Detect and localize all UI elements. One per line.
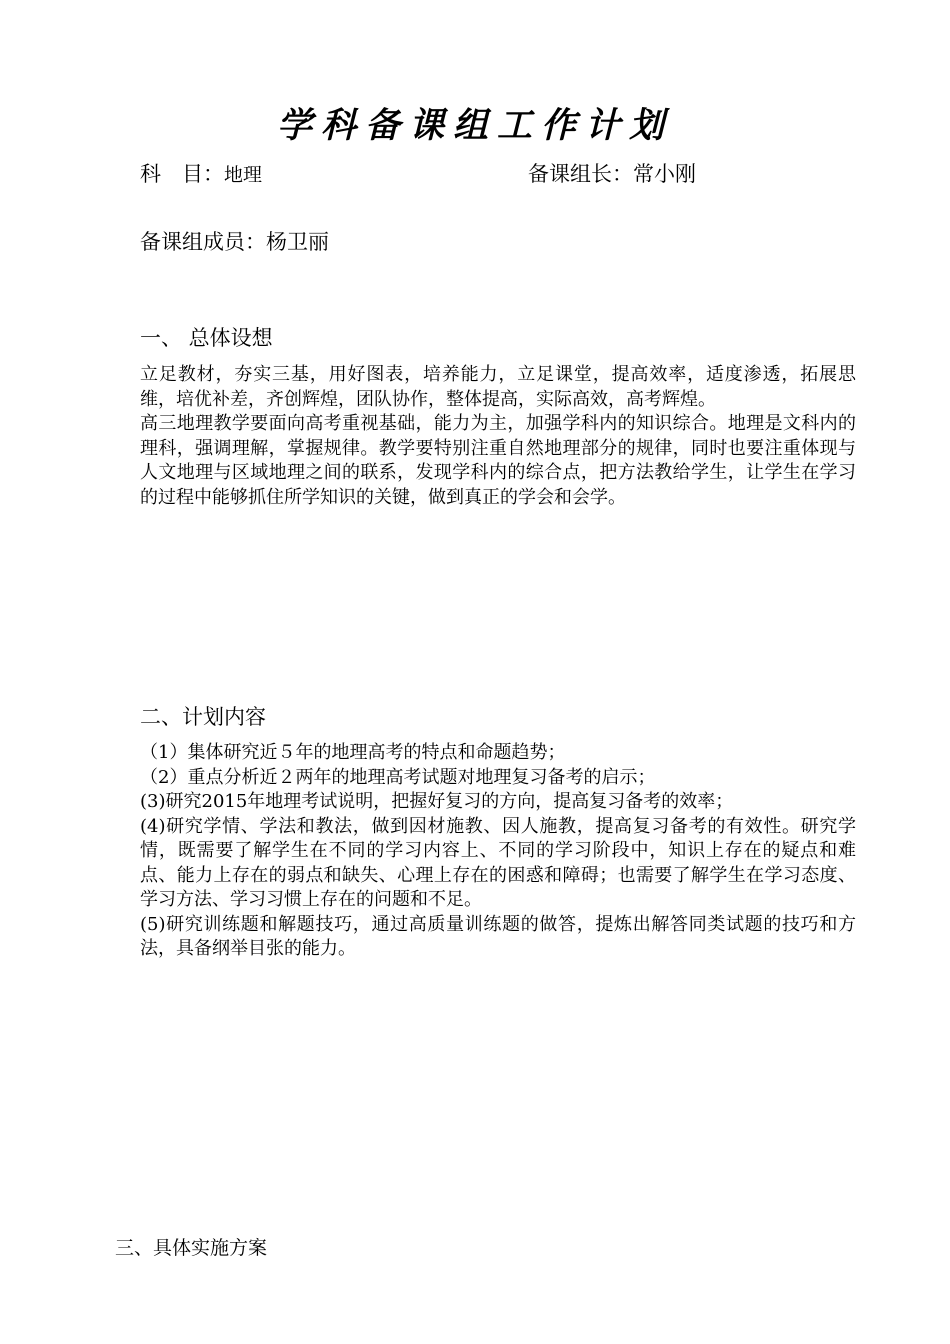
plan-item: (5)研究训练题和解题技巧，通过高质量训练题的做答，提炼出解答同类试题的技巧和方法，具备纲举目张的能力。: [140, 913, 856, 959]
section2-body: [140, 741, 856, 962]
leader-label: 备课组长：: [528, 162, 633, 186]
section1-body: [140, 363, 856, 510]
leader-line: [528, 160, 696, 188]
members-label: 备课组成员：: [140, 230, 266, 254]
section1-paragraph: 高三地理教学要面向高考重视基础，能力为主，加强学科内的知识综合。地理是文科内的理科，强调理解，掌握规律。教学要特别注重自然地理部分的规律，同时也要注重体现与人文地理与区域地理之间的联系，发现学科内的综合点，把方法教给学生，让学生在学习的过程中能够抓住所学知识的关键，做到真正的学会和会学。: [140, 413, 856, 508]
page-title: 学科备课组工作计划: [276, 105, 673, 146]
section1-heading: 一、 总体设想: [140, 326, 273, 350]
plan-item: （1）集体研究近５年的地理高考的特点和命题趋势；: [140, 742, 566, 763]
subject-label: 科 目：: [140, 162, 224, 186]
plan-item: （2）重点分析近２两年的地理高考试题对地理复习备考的启示；: [140, 766, 656, 788]
leader-value: 常小刚: [633, 162, 696, 186]
section2-heading: 二、计划内容: [140, 705, 266, 729]
section1-paragraph: 立足教材，夯实三基，用好图表，培养能力，立足课堂，提高效率，适度渗透，拓展思维，培优补差，齐创辉煌，团队协作，整体提高，实际高效，高考辉煌。: [140, 364, 856, 410]
subject-value: 地理: [224, 164, 263, 186]
plan-item: (4)研究学情、学法和教法，做到因材施教、因人施教，提高复习备考的有效性。研究学情，既需要了解学生在不同的学习内容上、不同的学习阶段中，知识上存在的疑点和难点、能力上存在的弱点和缺失、心理上存在的困惑和障碍；也需要了解学生在学习态度、学习方法、学习习惯上存在的问题和不足。: [140, 815, 856, 910]
subject-line: [140, 160, 262, 189]
section3-heading: 三、具体实施方案: [115, 1237, 268, 1259]
members-value: 杨卫丽: [266, 230, 329, 254]
plan-item: (3)研究2015年地理考试说明，把握好复习的方向，提高复习备考的效率；: [140, 791, 734, 812]
members-line: [140, 228, 329, 256]
